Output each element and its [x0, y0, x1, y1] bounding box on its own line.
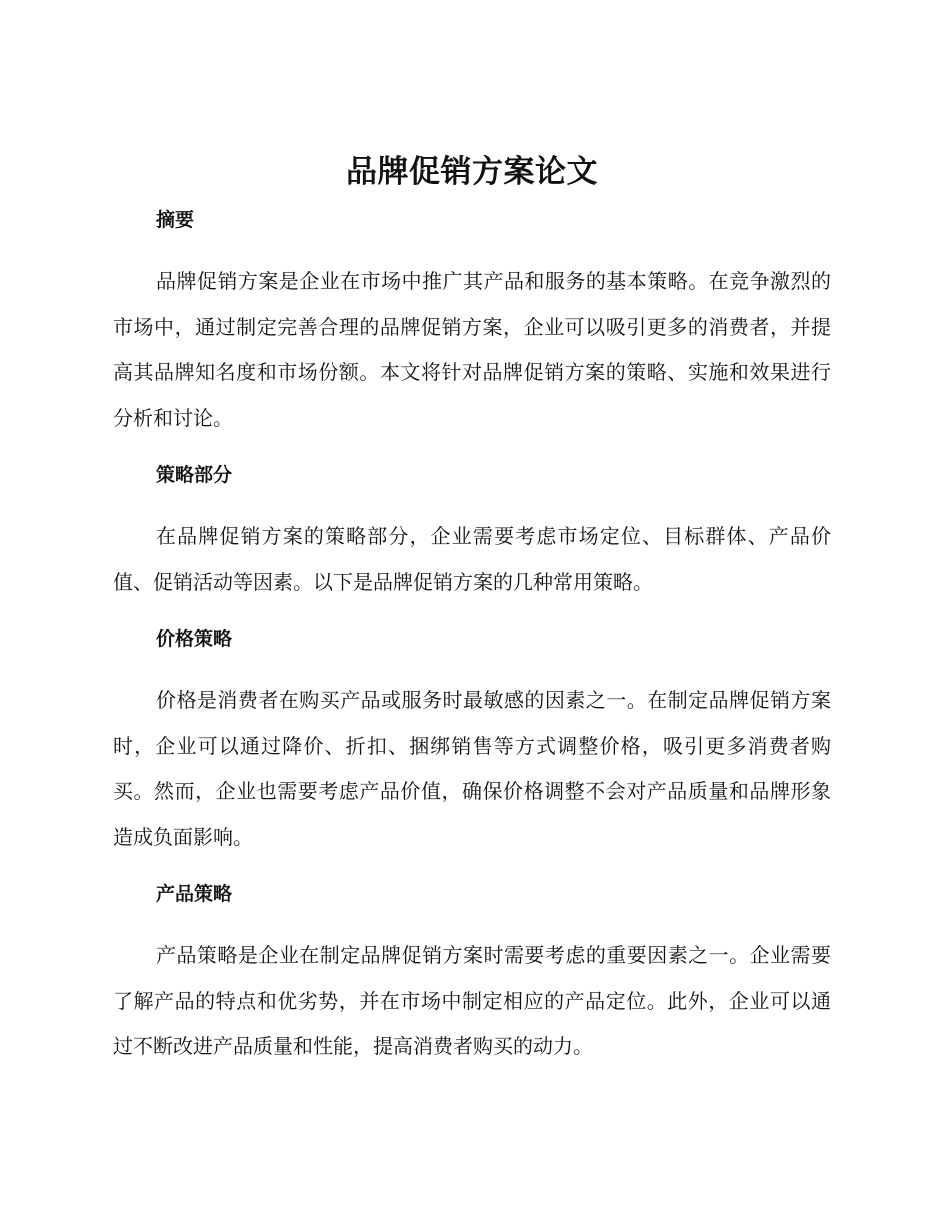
section-heading-abstract: 摘要 [156, 209, 195, 231]
document-title: 品牌促销方案论文 [346, 154, 598, 190]
section-paragraph-price-strategy: 价格是消费者在购买产品或服务时最敏感的因素之一。在制定品牌促销方案时，企业可以通过降价、折扣、捆绑销售等方式调整价格，吸引更多消费者购买。然而，企业也需要考虑产品价值，确保价格调整不会对产品质量和品牌形象造成负面影响。 [113, 688, 831, 849]
section-heading-price-strategy: 价格策略 [156, 628, 233, 650]
document-page [113, 150, 831, 1070]
section-heading-product-strategy: 产品策略 [156, 883, 233, 905]
section-heading-strategy: 策略部分 [156, 464, 233, 486]
section-paragraph-strategy: 在品牌促销方案的策略部分，企业需要考虑市场定位、目标群体、产品价值、促销活动等因素。以下是品牌促销方案的几种常用策略。 [113, 524, 831, 594]
section-paragraph-abstract: 品牌促销方案是企业在市场中推广其产品和服务的基本策略。在竞争激烈的市场中，通过制定完善合理的品牌促销方案，企业可以吸引更多的消费者，并提高其品牌知名度和市场份额。本文将针对品牌促销方案的策略、实施和效果进行分析和讨论。 [113, 269, 831, 430]
section-paragraph-product-strategy: 产品策略是企业在制定品牌促销方案时需要考虑的重要因素之一。企业需要了解产品的特点和优劣势，并在市场中制定相应的产品定位。此外，企业可以通过不断改进产品质量和性能，提高消费者购买的动力。 [113, 943, 831, 1058]
